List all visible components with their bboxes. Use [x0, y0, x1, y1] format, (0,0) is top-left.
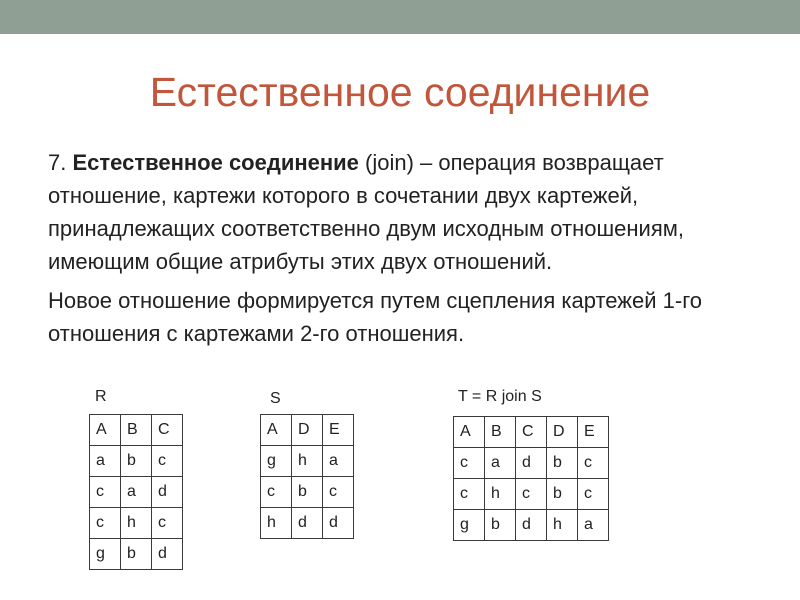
table-row: [90, 508, 183, 539]
table-cell: d: [292, 508, 323, 539]
table-cell: b: [547, 479, 578, 510]
table-t-header-cell: C: [516, 417, 547, 448]
table-cell: c: [578, 479, 609, 510]
table-row: [261, 477, 354, 508]
table-r: [89, 414, 183, 570]
table-cell: c: [578, 448, 609, 479]
table-t-caption: T = R join S: [458, 388, 542, 405]
table-t-header-cell: E: [578, 417, 609, 448]
table-t-header-row: [454, 417, 609, 448]
table-cell: b: [485, 510, 516, 541]
table-cell: b: [121, 539, 152, 570]
table-row: [261, 508, 354, 539]
table-cell: a: [323, 446, 354, 477]
table-r-header-cell: B: [121, 415, 152, 446]
table-cell: d: [516, 510, 547, 541]
table-cell: c: [454, 479, 485, 510]
table-cell: a: [578, 510, 609, 541]
table-cell: h: [292, 446, 323, 477]
table-t-header-cell: B: [485, 417, 516, 448]
definition-number: 7.: [48, 150, 73, 175]
table-cell: a: [121, 477, 152, 508]
table-row: [454, 510, 609, 541]
table-row: [90, 446, 183, 477]
table-row: [454, 479, 609, 510]
table-cell: a: [90, 446, 121, 477]
table-s: [260, 414, 354, 539]
table-row: [90, 539, 183, 570]
table-cell: d: [516, 448, 547, 479]
table-cell: d: [323, 508, 354, 539]
table-row: [261, 446, 354, 477]
paragraph-definition: [48, 146, 768, 278]
table-s-header-cell: A: [261, 415, 292, 446]
definition-text: (join) – операция возвращает отношение, картежи которого в сочетании двух картежей, принадлежащих соответственно двум исходным отношениям, имеющим общие атрибуты этих двух отношений.: [48, 150, 684, 274]
table-s-header-cell: E: [323, 415, 354, 446]
table-s-header-cell: D: [292, 415, 323, 446]
table-cell: c: [323, 477, 354, 508]
table-cell: g: [454, 510, 485, 541]
table-cell: d: [152, 539, 183, 570]
table-cell: c: [90, 508, 121, 539]
table-cell: h: [261, 508, 292, 539]
table-cell: c: [152, 508, 183, 539]
table-r-header-row: [90, 415, 183, 446]
table-row: [90, 477, 183, 508]
table-row: [454, 448, 609, 479]
table-cell: h: [121, 508, 152, 539]
table-cell: c: [516, 479, 547, 510]
table-cell: c: [454, 448, 485, 479]
table-cell: h: [547, 510, 578, 541]
table-s-header-row: [261, 415, 354, 446]
slide-body: [48, 146, 768, 356]
table-cell: g: [261, 446, 292, 477]
top-bar: [0, 0, 800, 34]
table-cell: d: [152, 477, 183, 508]
table-cell: a: [485, 448, 516, 479]
table-cell: c: [261, 477, 292, 508]
table-t-header-cell: A: [454, 417, 485, 448]
table-s-caption: S: [270, 390, 281, 407]
table-cell: c: [152, 446, 183, 477]
table-r-header-cell: A: [90, 415, 121, 446]
table-t-header-cell: D: [547, 417, 578, 448]
table-cell: b: [121, 446, 152, 477]
slide-title: Естественное соединение: [149, 69, 651, 115]
table-cell: b: [292, 477, 323, 508]
definition-term: Естественное соединение: [72, 150, 359, 175]
table-cell: c: [90, 477, 121, 508]
table-t: [453, 416, 609, 541]
table-cell: b: [547, 448, 578, 479]
table-cell: h: [485, 479, 516, 510]
table-r-header-cell: C: [152, 415, 183, 446]
table-cell: g: [90, 539, 121, 570]
table-r-caption: R: [95, 388, 107, 405]
paragraph-description: Новое отношение формируется путем сцепления картежей 1-го отношения с картежами 2-го отношения.: [48, 288, 702, 346]
